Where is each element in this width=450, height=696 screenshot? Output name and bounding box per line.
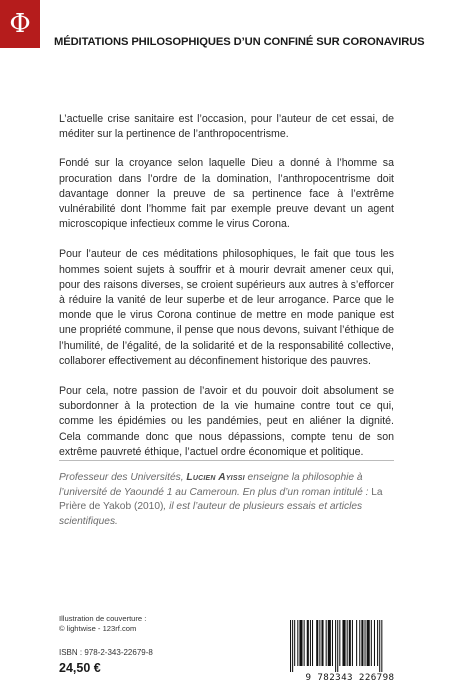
barcode-digits: 9 782343 226798 xyxy=(305,672,395,683)
barcode-bar xyxy=(310,620,311,666)
barcode-bar xyxy=(367,620,370,666)
author-bio xyxy=(59,471,394,529)
barcode-bar xyxy=(335,620,336,672)
credits-line: © lightwise - 123rf.com xyxy=(59,624,137,633)
barcode-bar xyxy=(381,620,382,672)
author-bio-mid: enseigne la philosophie à l’université de Yaoundé 1 au Cameroun. En plus d’un roman intitulé : xyxy=(59,472,372,498)
novel-title: La Prière de Yakob (2010) xyxy=(59,486,383,512)
cover-credits xyxy=(59,614,229,634)
author-bio-tail: , il est l’auteur de plusieurs essais et articles scientifiques. xyxy=(59,501,363,527)
barcode-bar xyxy=(349,620,351,666)
author-bio-lead: Professeur des Universités, xyxy=(59,472,187,483)
book-title: MÉDITATIONS PHILOSOPHIQUES D’UN CONFINÉ SUR CORONAVIRUS xyxy=(54,36,425,48)
barcode-bar xyxy=(365,620,366,666)
barcode-bar xyxy=(319,620,320,666)
barcode-bar xyxy=(294,620,295,666)
barcode-bar xyxy=(332,620,333,666)
barcode-icon xyxy=(280,620,420,684)
divider xyxy=(59,460,394,461)
barcode-bar xyxy=(316,620,318,666)
barcode-bar xyxy=(321,620,323,666)
barcode-bar xyxy=(361,620,363,666)
barcode-bar xyxy=(379,620,380,672)
barcode-bar xyxy=(312,620,313,666)
credits-line: Illustration de couverture : xyxy=(59,614,147,623)
barcode-bar xyxy=(347,620,348,666)
blurb-paragraph: Pour l’auteur de ces méditations philosophiques, le fait que tous les hommes soient sujets à souffrir et à mourir devrait amener ceux qui, pour des raisons diverses, se croient supérieurs aux autres à s’efforcer à réduire la vanité de leur superbe et de leur arrogance. Parce que le monde que le virus Corona continue de mettre en mode panique est une propriété commune, il pense que nous devons, suivant l’éthique de l’humilité, de l’égalité, de la solidarité et de la responsabilité collective, collaborer effectivement au déconfinement historique des pauvres. xyxy=(59,248,394,367)
blurb-paragraph: Pour cela, notre passion de l’avoir et du pouvoir doit absolument se subordonner à la protection de la vie humaine contre tout ce qui, comme les épidémies ou les pandémies, peut en aliéner la dignité. Cela commande donc que nous dépassions, compte tenu de son extrême pauvreté éthique, l’actuel ordre économique et politique. xyxy=(59,385,394,458)
publisher-logo-band xyxy=(0,0,40,48)
barcode-bar xyxy=(304,620,305,666)
barcode-bar xyxy=(339,620,340,666)
author-name: Lucien Ayissi xyxy=(186,472,245,483)
barcode-bar xyxy=(371,620,372,666)
barcode-bar xyxy=(356,620,357,666)
barcode-bar xyxy=(352,620,353,666)
barcode-bar xyxy=(292,620,293,672)
back-cover-blurb xyxy=(59,112,394,475)
barcode-bar xyxy=(359,620,360,666)
phi-logo-icon: Φ xyxy=(9,9,31,39)
barcode-bar xyxy=(328,620,331,666)
barcode-bar xyxy=(342,620,345,666)
isbn: ISBN : 978-2-343-22679-8 xyxy=(59,648,153,657)
barcode-bar xyxy=(326,620,327,666)
barcode-bar xyxy=(337,620,338,672)
price: 24,50 € xyxy=(59,661,101,675)
blurb-paragraph: L’actuelle crise sanitaire est l’occasion, pour l’auteur de cet essai, de méditer sur la pertinence de l’anthropocentrisme. xyxy=(59,113,394,141)
barcode-bar xyxy=(374,620,375,666)
barcode-bar xyxy=(377,620,378,666)
barcode-bars xyxy=(280,620,420,672)
barcode-bar xyxy=(297,620,298,666)
barcode-bar xyxy=(307,620,309,666)
blurb-paragraph: Fondé sur la croyance selon laquelle Dieu a donné à l’homme sa procuration dans l’ordre de la domination, l’anthropocentrisme doit davantage donner la preuve de sa pertinence face à l’extrême vulnérabilité dont l’homme fait par exemple preuve devant un agent microscopique infectieux comme le virus Corona. xyxy=(59,157,394,231)
barcode-bar xyxy=(290,620,291,672)
barcode-bar xyxy=(299,620,302,666)
